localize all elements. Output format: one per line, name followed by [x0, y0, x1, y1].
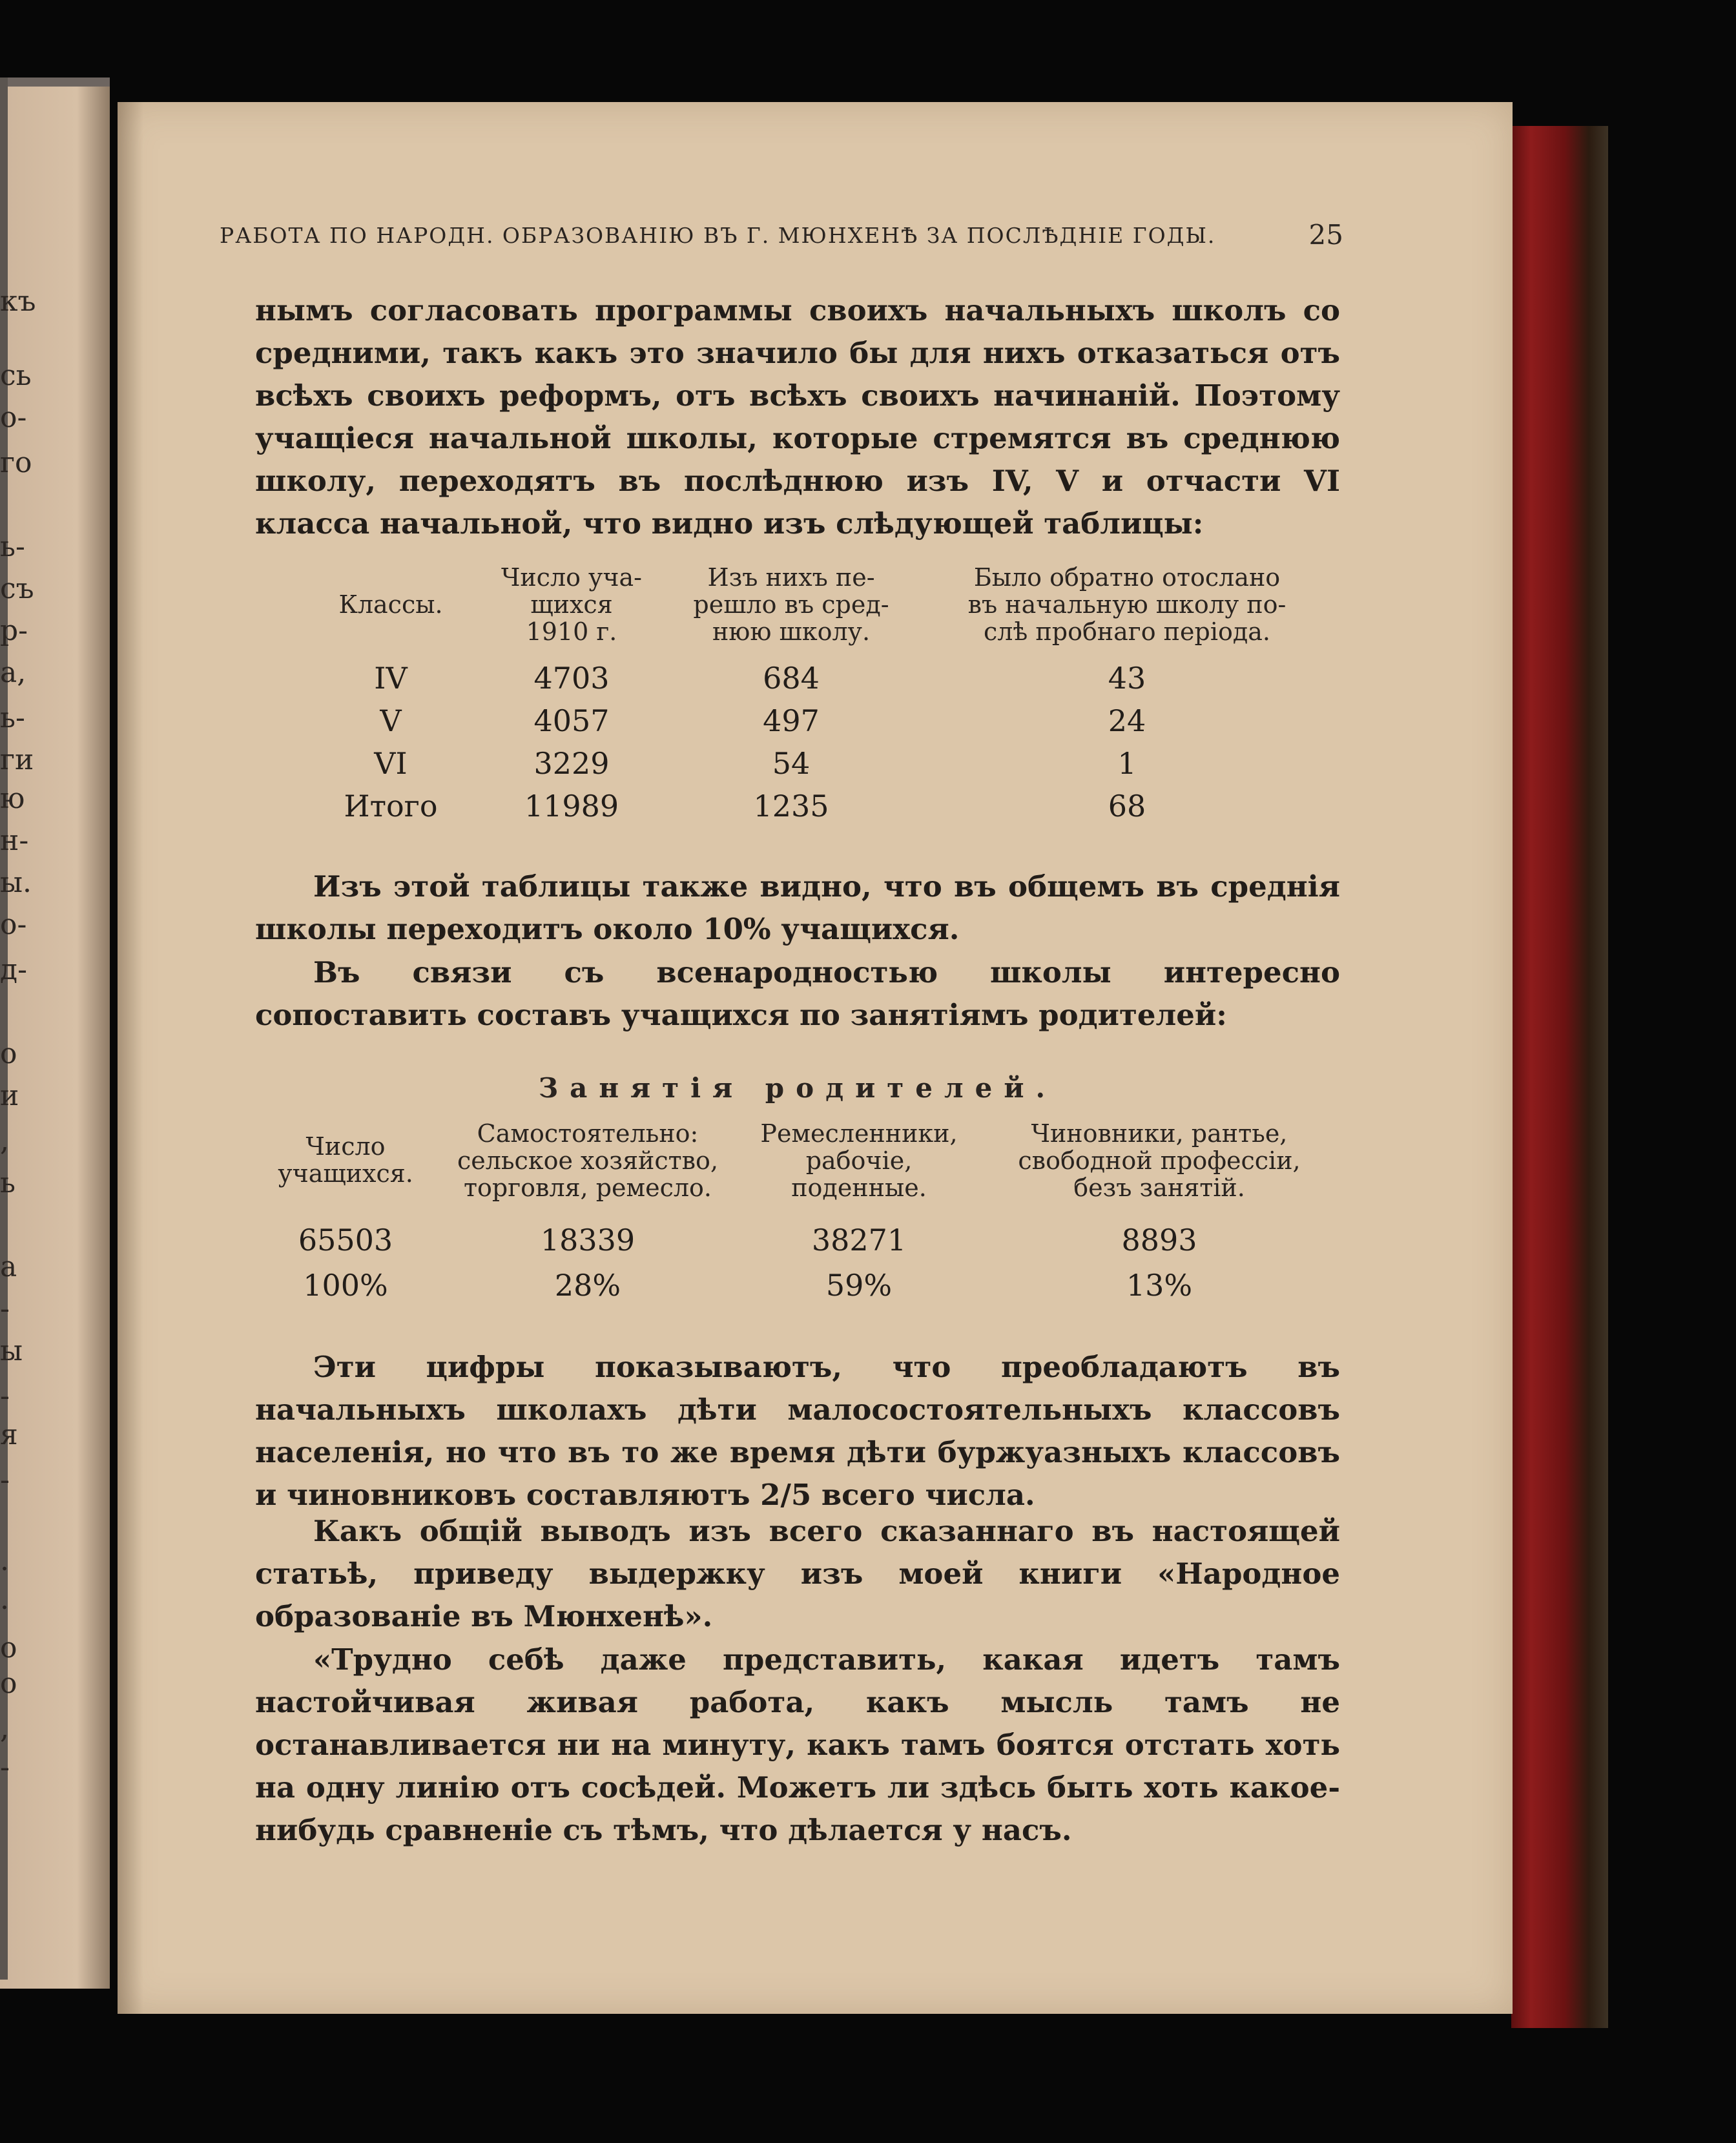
- intro-paragraph: нымъ согласовать программы своихъ начальныхъ школъ со средними, такъ какъ это значило бы для нихъ отказаться отъ всѣхъ своихъ реформъ, отъ всѣхъ своихъ начинаній. Поэтому учащіеся начальной школы, которые стремятся въ среднюю школу, переходятъ въ послѣднюю изъ IV, V и отчасти VI класса начальной, что видно изъ слѣдующей таблицы:: [255, 293, 1340, 541]
- facing-page-fragment: ь: [0, 1166, 16, 1199]
- table1-header-returned: Было обратно отослано въ начальную школу по- слѣ пробнаго періода.: [967, 563, 1286, 646]
- facing-page-fragment: ь-: [0, 530, 25, 563]
- table2-caption: Занятія родителей.: [538, 1072, 1057, 1104]
- gutter-shadow: [118, 102, 143, 2014]
- facing-page-fragment: съ: [0, 572, 34, 605]
- table1-cell: 684: [763, 661, 820, 696]
- facing-page-fragment: -: [0, 1292, 10, 1325]
- facing-page-fragment: ,: [0, 1712, 9, 1745]
- table1-cell: 3229: [533, 746, 610, 781]
- table2-cell: 18339: [540, 1223, 636, 1258]
- table1-cell: V: [380, 703, 402, 738]
- table2-header-officials: Чиновники, рантье, свободной професcіи, безъ занятій.: [1018, 1119, 1301, 1202]
- table2-cell: 13%: [1126, 1268, 1193, 1303]
- facing-page-fragment: ,: [0, 1124, 9, 1157]
- table2-header-count: Число учащихся.: [278, 1132, 413, 1188]
- facing-page-fragment: сь: [0, 359, 32, 392]
- table2-cell: 28%: [554, 1268, 621, 1303]
- table1-header-transferred: Изъ нихъ пе- решло въ сред- нюю школу.: [693, 563, 889, 646]
- table1-cell: IV: [374, 661, 408, 696]
- facing-page-fragment: я: [0, 1418, 18, 1451]
- table2-cell: 38271: [811, 1223, 907, 1258]
- facing-page-fragment: ы.: [0, 866, 32, 899]
- book-cover-edge: [1511, 126, 1608, 2028]
- facing-page-fragment: р-: [0, 614, 28, 647]
- facing-page-fragment: .: [0, 1583, 9, 1616]
- facing-page-fragment: -: [0, 1751, 10, 1784]
- table1-cell: 43: [1108, 661, 1146, 696]
- table1-cell: 4057: [533, 703, 610, 738]
- running-title: РАБОТА ПО НАРОДН. ОБРАЗОВАНІЮ ВЪ Г. МЮНХЕНѢ ЗА ПОСЛѢДНІЕ ГОДЫ.: [220, 223, 1216, 248]
- paragraph-figures: Эти цифры показываютъ, что преобладаютъ въ начальныхъ школахъ дѣти малосостоятельныхъ классовъ населенія, но что въ то же время дѣти буржуазныхъ классовъ и чиновниковъ составляютъ 2/5 всего числа.: [255, 1350, 1340, 1512]
- facing-page-fragment: о: [0, 1037, 17, 1070]
- facing-page-fragment: о-: [0, 908, 27, 941]
- facing-page-fragment: къ: [0, 285, 36, 318]
- page-number: 25: [1308, 219, 1343, 251]
- facing-page-fragment: о: [0, 1667, 17, 1700]
- table1-cell: 11989: [524, 789, 619, 823]
- table1-cell: 54: [772, 746, 811, 781]
- paragraph-parents-intro: Въ связи съ всенародностью школы интересно сопоставить составъ учащихся по занятіямъ родителей:: [255, 955, 1340, 1032]
- facing-page-fragment: а: [0, 1250, 17, 1283]
- facing-page-fragment: .: [0, 1544, 9, 1577]
- table2-cell: 8893: [1121, 1223, 1197, 1258]
- table1-cell: 497: [763, 703, 820, 738]
- table1-cell: Итого: [344, 789, 438, 823]
- paragraph-share: Изъ этой таблицы также видно, что въ общемъ въ среднія школы переходитъ около 10% учащихся.: [255, 869, 1340, 946]
- table1-header-classes: Классы.: [338, 590, 443, 619]
- facing-page-fragment: о-: [0, 401, 27, 434]
- facing-page-fragment: ь-: [0, 701, 25, 734]
- table1-cell: 24: [1108, 703, 1146, 738]
- facing-page-fragment: -: [0, 1380, 10, 1413]
- table2-header-workers: Ремесленники, рабочіе, поденные.: [760, 1119, 958, 1202]
- running-header: [220, 219, 1343, 251]
- table2-cell: 100%: [303, 1268, 388, 1303]
- facing-page-fragment: н-: [0, 824, 29, 857]
- table1-cell: 68: [1108, 789, 1146, 823]
- table2-cell: 65503: [298, 1223, 393, 1258]
- facing-page-fragment: ю: [0, 782, 25, 815]
- paragraph-quote: «Трудно себѣ даже представить, какая идетъ тамъ настойчивая живая работа, какъ мысль тамъ не останавливается ни на минуту, какъ тамъ боятся отстать хоть на одну линію отъ сосѣдей. Можетъ ли здѣсь быть хоть какое-нибудь сравненіе съ тѣмъ, что дѣлается у насъ.: [255, 1642, 1340, 1847]
- facing-page-fragment: -: [0, 1464, 10, 1496]
- table1-header-count: Число уча- щихся 1910 г.: [501, 563, 643, 646]
- table1-cell: 1235: [753, 789, 829, 823]
- table2-cell: 59%: [825, 1268, 893, 1303]
- facing-page-fragment: ы: [0, 1334, 23, 1367]
- facing-page-fragment: ги: [0, 743, 34, 776]
- table1-cell: VI: [374, 746, 408, 781]
- paragraph-conclusion: Какъ общій выводъ изъ всего сказаннаго въ настоящей статьѣ, приведу выдержку изъ моей книги «Народное образованіе въ Мюнхенѣ».: [255, 1514, 1340, 1633]
- facing-page-fragment: д-: [0, 953, 27, 986]
- facing-page-fragment: о: [0, 1631, 17, 1664]
- facing-page-fragment: и: [0, 1079, 19, 1112]
- facing-page-fragment: а,: [0, 656, 26, 689]
- table2-header-independent: Самостоятельно: сельское хозяйство, торговля, ремесло.: [457, 1119, 719, 1202]
- table1-cell: 4703: [533, 661, 610, 696]
- table1-cell: 1: [1117, 746, 1137, 781]
- facing-page-fragment: го: [0, 446, 32, 479]
